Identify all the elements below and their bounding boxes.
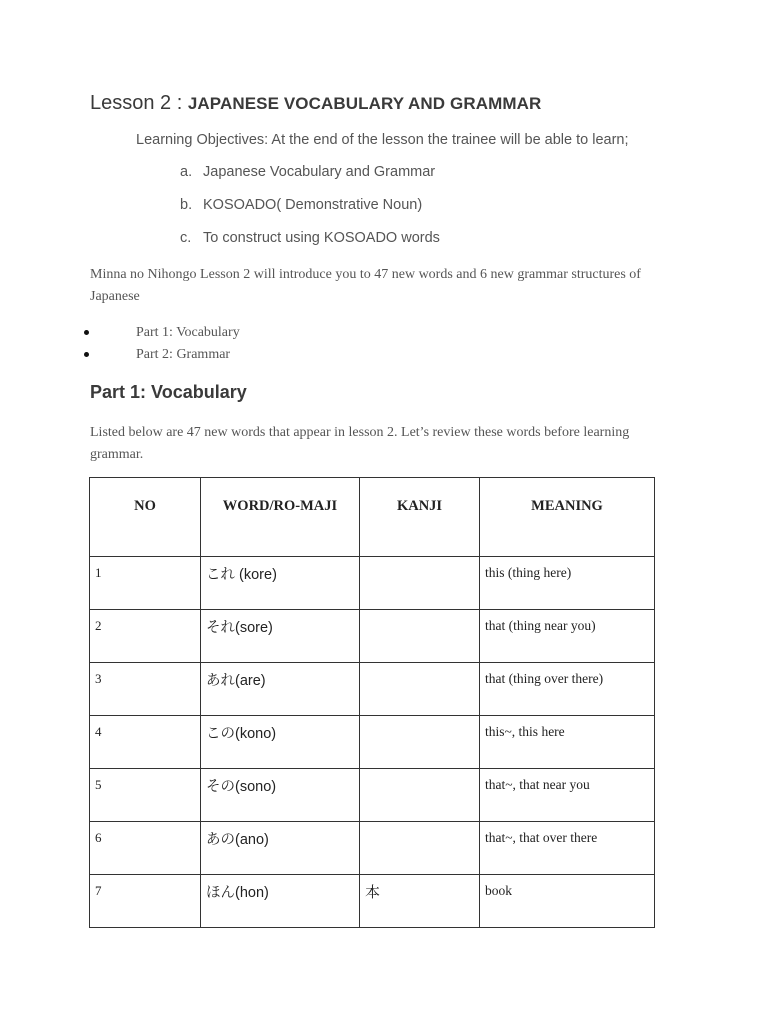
objectives-intro: Learning Objectives: At the end of the lesson the trainee will be able to learn; xyxy=(136,132,629,148)
table-row xyxy=(90,557,655,610)
table-row xyxy=(90,875,655,928)
listed-paragraph: Listed below are 47 new words that appear in lesson 2. Let’s review these words before learning grammar. xyxy=(90,425,630,462)
cell-meaning: that (thing near you) xyxy=(480,610,655,663)
cell-meaning: book xyxy=(480,875,655,928)
bullet-icon xyxy=(84,330,89,335)
cell-kanji xyxy=(360,716,480,769)
cell-no: 6 xyxy=(90,822,201,875)
header-kanji: KANJI xyxy=(360,478,480,557)
intro-paragraph: Minna no Nihongo Lesson 2 will introduce you to 47 new words and 6 new grammar structures of Japanese xyxy=(90,267,641,304)
cell-word: あれ(are) xyxy=(201,663,360,716)
cell-no: 3 xyxy=(90,663,201,716)
title-rest: JAPANESE VOCABULARY AND GRAMMAR xyxy=(187,94,542,113)
cell-word: この(kono) xyxy=(201,716,360,769)
cell-kanji xyxy=(360,663,480,716)
cell-meaning: this (thing here) xyxy=(480,557,655,610)
table-row xyxy=(90,663,655,716)
header-meaning: MEANING xyxy=(480,478,655,557)
cell-no: 7 xyxy=(90,875,201,928)
header-word: WORD/RO-MAJI xyxy=(201,478,360,557)
table-row xyxy=(90,716,655,769)
cell-meaning: that (thing over there) xyxy=(480,663,655,716)
cell-meaning: that~, that over there xyxy=(480,822,655,875)
table-row xyxy=(90,610,655,663)
cell-no: 4 xyxy=(90,716,201,769)
cell-word: これ (kore) xyxy=(201,557,360,610)
cell-no: 5 xyxy=(90,769,201,822)
cell-word: その(sono) xyxy=(201,769,360,822)
objective-item: c. To construct using KOSOADO words xyxy=(180,230,440,246)
bullet-icon xyxy=(84,352,89,357)
cell-kanji xyxy=(360,557,480,610)
title-lead: Lesson 2 : xyxy=(90,92,188,114)
cell-meaning: this~, this here xyxy=(480,716,655,769)
cell-word: それ(sore) xyxy=(201,610,360,663)
header-no: NO xyxy=(90,478,201,557)
cell-kanji: 本 xyxy=(360,875,480,928)
cell-kanji xyxy=(360,610,480,663)
cell-no: 1 xyxy=(90,557,201,610)
cell-meaning: that~, that near you xyxy=(480,769,655,822)
cell-word: ほん(hon) xyxy=(201,875,360,928)
objective-item: a. Japanese Vocabulary and Grammar xyxy=(180,164,436,180)
table-header-row xyxy=(90,478,655,557)
table-row xyxy=(90,769,655,822)
cell-no: 2 xyxy=(90,610,201,663)
vocabulary-table xyxy=(89,477,655,928)
cell-kanji xyxy=(360,769,480,822)
cell-word: あの(ano) xyxy=(201,822,360,875)
page-title xyxy=(90,92,541,115)
objective-item: b. KOSOADO( Demonstrative Noun) xyxy=(180,197,423,213)
table-row xyxy=(90,822,655,875)
cell-kanji xyxy=(360,822,480,875)
section-heading: Part 1: Vocabulary xyxy=(90,382,247,402)
objectives-list xyxy=(180,164,440,263)
